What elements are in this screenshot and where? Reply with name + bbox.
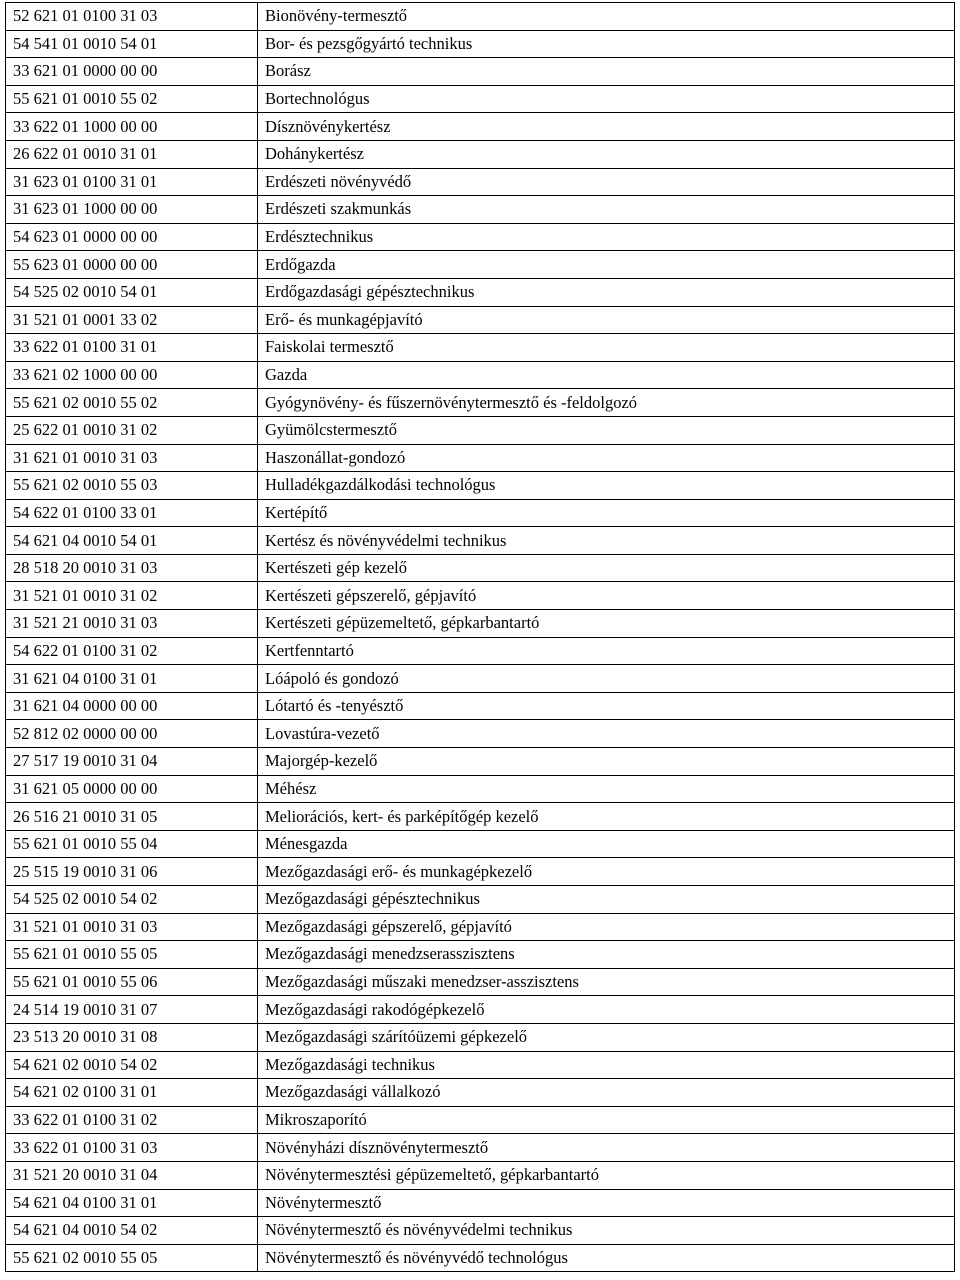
- table-row: [6, 637, 955, 665]
- qualification-name-cell: Növénytermesztő: [258, 1189, 955, 1217]
- table-row: [6, 1217, 955, 1245]
- qualification-name-cell: Lovastúra-vezető: [258, 720, 955, 748]
- qualification-name-cell: Növénytermesztési gépüzemeltető, gépkarbantartó: [258, 1161, 955, 1189]
- qualification-code-cell: 33 622 01 1000 00 00: [6, 113, 258, 141]
- qualification-name-cell: Lótartó és -tenyésztő: [258, 692, 955, 720]
- table-row: [6, 527, 955, 555]
- qualification-table: [5, 2, 955, 1272]
- table-row: [6, 499, 955, 527]
- qualification-name-cell: Mezőgazdasági technikus: [258, 1051, 955, 1079]
- qualification-code-cell: 25 622 01 0010 31 02: [6, 416, 258, 444]
- qualification-code-cell: 31 621 04 0000 00 00: [6, 692, 258, 720]
- table-row: [6, 1079, 955, 1107]
- qualification-name-cell: Erdésztechnikus: [258, 223, 955, 251]
- table-row: [6, 913, 955, 941]
- table-row: [6, 58, 955, 86]
- table-row: [6, 775, 955, 803]
- table-row: [6, 444, 955, 472]
- qualification-code-cell: 52 812 02 0000 00 00: [6, 720, 258, 748]
- qualification-code-cell: 55 621 01 0010 55 02: [6, 85, 258, 113]
- qualification-code-cell: 33 621 01 0000 00 00: [6, 58, 258, 86]
- qualification-name-cell: Mezőgazdasági gépésztechnikus: [258, 886, 955, 914]
- table-row: [6, 886, 955, 914]
- table-row: [6, 196, 955, 224]
- qualification-code-cell: 54 621 02 0010 54 02: [6, 1051, 258, 1079]
- qualification-code-cell: 54 621 02 0100 31 01: [6, 1079, 258, 1107]
- qualification-code-cell: 55 621 01 0010 55 04: [6, 830, 258, 858]
- qualification-name-cell: Mezőgazdasági erő- és munkagépkezelő: [258, 858, 955, 886]
- table-row: [6, 748, 955, 776]
- table-row: [6, 1134, 955, 1162]
- qualification-name-cell: Dohánykertész: [258, 140, 955, 168]
- qualification-code-cell: 54 621 04 0010 54 02: [6, 1217, 258, 1245]
- table-row: [6, 858, 955, 886]
- qualification-name-cell: Erő- és munkagépjavító: [258, 306, 955, 334]
- qualification-code-cell: 31 621 05 0000 00 00: [6, 775, 258, 803]
- table-row: [6, 830, 955, 858]
- qualification-name-cell: Borász: [258, 58, 955, 86]
- qualification-code-cell: 25 515 19 0010 31 06: [6, 858, 258, 886]
- table-row: [6, 665, 955, 693]
- table-row: [6, 1023, 955, 1051]
- qualification-name-cell: Erdőgazdasági gépésztechnikus: [258, 278, 955, 306]
- qualification-code-cell: 31 621 01 0010 31 03: [6, 444, 258, 472]
- table-row: [6, 3, 955, 31]
- qualification-code-cell: 55 621 02 0010 55 02: [6, 389, 258, 417]
- qualification-code-cell: 54 622 01 0100 31 02: [6, 637, 258, 665]
- qualification-code-cell: 31 521 01 0001 33 02: [6, 306, 258, 334]
- qualification-code-cell: 33 622 01 0100 31 03: [6, 1134, 258, 1162]
- qualification-code-cell: 54 622 01 0100 33 01: [6, 499, 258, 527]
- qualification-code-cell: 27 517 19 0010 31 04: [6, 748, 258, 776]
- qualification-name-cell: Hulladékgazdálkodási technológus: [258, 472, 955, 500]
- qualification-code-cell: 55 621 02 0010 55 05: [6, 1244, 258, 1272]
- qualification-code-cell: 31 521 20 0010 31 04: [6, 1161, 258, 1189]
- qualification-name-cell: Bortechnológus: [258, 85, 955, 113]
- qualification-code-cell: 31 521 21 0010 31 03: [6, 610, 258, 638]
- table-row: [6, 416, 955, 444]
- table-row: [6, 1189, 955, 1217]
- qualification-name-cell: Méhész: [258, 775, 955, 803]
- qualification-name-cell: Növénytermesztő és növényvédő technológus: [258, 1244, 955, 1272]
- qualification-code-cell: 54 621 04 0100 31 01: [6, 1189, 258, 1217]
- table-row: [6, 361, 955, 389]
- qualification-code-cell: 55 621 01 0010 55 06: [6, 968, 258, 996]
- qualification-name-cell: Kertészeti gépüzemeltető, gépkarbantartó: [258, 610, 955, 638]
- qualification-code-cell: 31 521 01 0010 31 02: [6, 582, 258, 610]
- qualification-code-cell: 52 621 01 0100 31 03: [6, 3, 258, 31]
- table-row: [6, 306, 955, 334]
- qualification-name-cell: Mezőgazdasági szárítóüzemi gépkezelő: [258, 1023, 955, 1051]
- qualification-name-cell: Gyümölcstermesztő: [258, 416, 955, 444]
- table-row: [6, 278, 955, 306]
- qualification-name-cell: Meliorációs, kert- és parképítőgép kezelő: [258, 803, 955, 831]
- table-row: [6, 996, 955, 1024]
- qualification-code-cell: 31 623 01 0100 31 01: [6, 168, 258, 196]
- table-row: [6, 1161, 955, 1189]
- qualification-name-cell: Erdőgazda: [258, 251, 955, 279]
- qualification-code-cell: 33 622 01 0100 31 01: [6, 334, 258, 362]
- qualification-name-cell: Faiskolai termesztő: [258, 334, 955, 362]
- qualification-name-cell: Mikroszaporító: [258, 1106, 955, 1134]
- qualification-code-cell: 55 621 01 0010 55 05: [6, 941, 258, 969]
- qualification-code-cell: 54 541 01 0010 54 01: [6, 30, 258, 58]
- table-row: [6, 30, 955, 58]
- qualification-name-cell: Gazda: [258, 361, 955, 389]
- qualification-code-cell: 26 622 01 0010 31 01: [6, 140, 258, 168]
- qualification-code-cell: 24 514 19 0010 31 07: [6, 996, 258, 1024]
- table-row: [6, 582, 955, 610]
- qualification-code-cell: 26 516 21 0010 31 05: [6, 803, 258, 831]
- qualification-code-cell: 31 521 01 0010 31 03: [6, 913, 258, 941]
- table-row: [6, 803, 955, 831]
- qualification-code-cell: 33 622 01 0100 31 02: [6, 1106, 258, 1134]
- qualification-name-cell: Kertészeti gépszerelő, gépjavító: [258, 582, 955, 610]
- qualification-code-cell: 54 525 02 0010 54 02: [6, 886, 258, 914]
- table-row: [6, 1244, 955, 1272]
- table-row: [6, 1106, 955, 1134]
- qualification-name-cell: Növénytermesztő és növényvédelmi technikus: [258, 1217, 955, 1245]
- qualification-name-cell: Haszonállat-gondozó: [258, 444, 955, 472]
- table-row: [6, 389, 955, 417]
- table-row: [6, 941, 955, 969]
- qualification-code-cell: 28 518 20 0010 31 03: [6, 554, 258, 582]
- table-row: [6, 113, 955, 141]
- qualification-name-cell: Mezőgazdasági menedzserasszisztens: [258, 941, 955, 969]
- qualification-name-cell: Mezőgazdasági vállalkozó: [258, 1079, 955, 1107]
- qualification-name-cell: Kertész és növényvédelmi technikus: [258, 527, 955, 555]
- table-row: [6, 251, 955, 279]
- qualification-name-cell: Mezőgazdasági műszaki menedzser-asszisztens: [258, 968, 955, 996]
- qualification-name-cell: Kertépítő: [258, 499, 955, 527]
- qualification-name-cell: Kertészeti gép kezelő: [258, 554, 955, 582]
- qualification-name-cell: Növényházi dísznövénytermesztő: [258, 1134, 955, 1162]
- qualification-code-cell: 54 621 04 0010 54 01: [6, 527, 258, 555]
- qualification-name-cell: Bor- és pezsgőgyártó technikus: [258, 30, 955, 58]
- table-row: [6, 610, 955, 638]
- table-row: [6, 140, 955, 168]
- table-body: [6, 3, 955, 1272]
- table-row: [6, 1051, 955, 1079]
- table-row: [6, 223, 955, 251]
- table-row: [6, 554, 955, 582]
- qualification-name-cell: Mezőgazdasági rakodógépkezelő: [258, 996, 955, 1024]
- table-row: [6, 334, 955, 362]
- qualification-code-cell: 54 623 01 0000 00 00: [6, 223, 258, 251]
- qualification-name-cell: Erdészeti növényvédő: [258, 168, 955, 196]
- qualification-name-cell: Erdészeti szakmunkás: [258, 196, 955, 224]
- table-row: [6, 692, 955, 720]
- table-row: [6, 168, 955, 196]
- qualification-name-cell: Bionövény-termesztő: [258, 3, 955, 31]
- qualification-code-cell: 31 623 01 1000 00 00: [6, 196, 258, 224]
- qualification-name-cell: Kertfenntartó: [258, 637, 955, 665]
- qualification-name-cell: Lóápoló és gondozó: [258, 665, 955, 693]
- qualification-code-cell: 55 623 01 0000 00 00: [6, 251, 258, 279]
- qualification-code-cell: 23 513 20 0010 31 08: [6, 1023, 258, 1051]
- qualification-name-cell: Dísznövénykertész: [258, 113, 955, 141]
- qualification-name-cell: Majorgép-kezelő: [258, 748, 955, 776]
- table-row: [6, 472, 955, 500]
- qualification-code-cell: 33 621 02 1000 00 00: [6, 361, 258, 389]
- table-row: [6, 968, 955, 996]
- qualification-code-cell: 54 525 02 0010 54 01: [6, 278, 258, 306]
- qualification-name-cell: Gyógynövény- és fűszernövénytermesztő és -feldolgozó: [258, 389, 955, 417]
- qualification-code-cell: 55 621 02 0010 55 03: [6, 472, 258, 500]
- table-row: [6, 85, 955, 113]
- qualification-name-cell: Mezőgazdasági gépszerelő, gépjavító: [258, 913, 955, 941]
- qualification-name-cell: Ménesgazda: [258, 830, 955, 858]
- qualification-code-cell: 31 621 04 0100 31 01: [6, 665, 258, 693]
- table-row: [6, 720, 955, 748]
